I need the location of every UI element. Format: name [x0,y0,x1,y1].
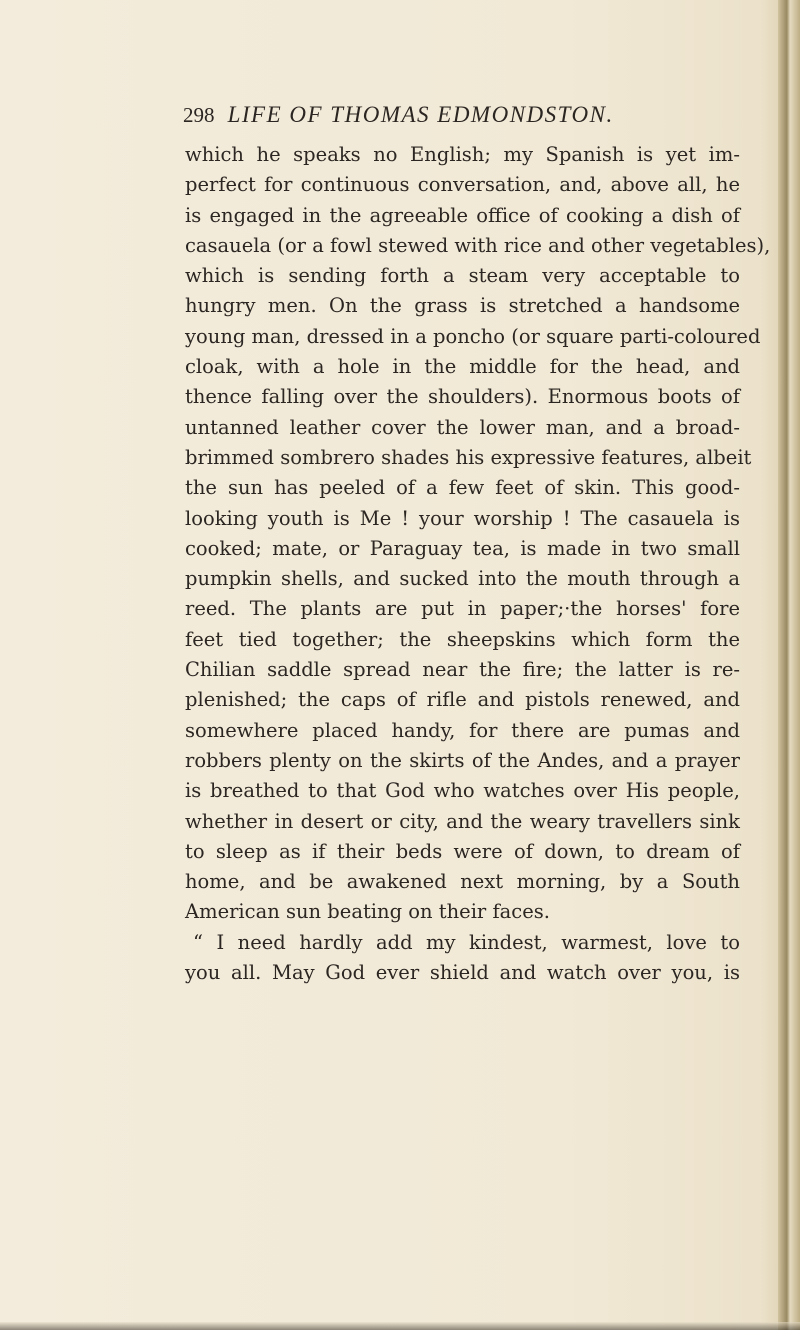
page-number: 298 [183,103,215,127]
text-line: the sun has peeled of a few feet of skin. This good- [185,476,740,500]
running-title: LIFE OF THOMAS EDMONDSTON. [227,102,614,127]
text-line: reed. The plants are put in paper;·the horses' fore [185,597,740,621]
text-line: is engaged in the agreeable office of cooking a dish of [185,203,740,227]
text-line: hungry men. On the grass is stretched a handsome [185,294,740,318]
page-header [183,102,614,134]
text-line: somewhere placed handy, for there are pumas and [185,718,740,742]
text-line: looking youth is Me ! your worship ! The casauela is [185,506,740,530]
text-line: untanned leather cover the lower man, and a broad- [185,415,740,439]
text-line: home, and be awakened next morning, by a South [185,870,740,894]
text-line: “ I need hardly add my kindest, warmest, love to [193,930,740,954]
text-line: is breathed to that God who watches over His people, [185,779,740,803]
text-line: cloak, with a hole in the middle for the head, and [185,355,740,379]
text-line: which he speaks no English; my Spanish is yet im- [185,143,740,166]
text-line: to sleep as if their beds were of down, to dream of [185,839,740,863]
text-line: perfect for continuous conversation, and, above all, he [185,173,740,197]
text-line: pumpkin shells, and sucked into the mouth through a [185,567,740,591]
text-line: which is sending forth a steam very acceptable to [185,264,740,288]
page-bottom-shadow [0,1322,800,1330]
text-line: whether in desert or city, and the weary travellers sink [185,809,740,833]
text-line: robbers plenty on the skirts of the Andes, and a prayer [185,748,740,772]
text-line: plenished; the caps of rifle and pistols renewed, and [185,688,740,712]
text-line: feet tied together; the sheepskins which form the [185,627,740,651]
body-text [185,140,771,988]
text-line: brimmed sombrero shades his expressive features, albeit [185,445,752,469]
text-line: you all. May God ever shield and watch over you, is [185,961,740,985]
text-line: cooked; mate, or Paraguay tea, is made in two small [185,536,740,560]
text-line: casauela (or a fowl stewed with rice and other vegetables), [185,233,771,257]
text-line: thence falling over the shoulders). Enormous boots of [185,385,740,409]
text-line: Chilian saddle spread near the fire; the latter is re- [185,658,740,682]
text-line: American sun beating on their faces. [185,900,550,924]
page-edge-shadow [778,0,800,1330]
text-line: young man, dressed in a poncho (or square parti-coloured [185,324,761,348]
